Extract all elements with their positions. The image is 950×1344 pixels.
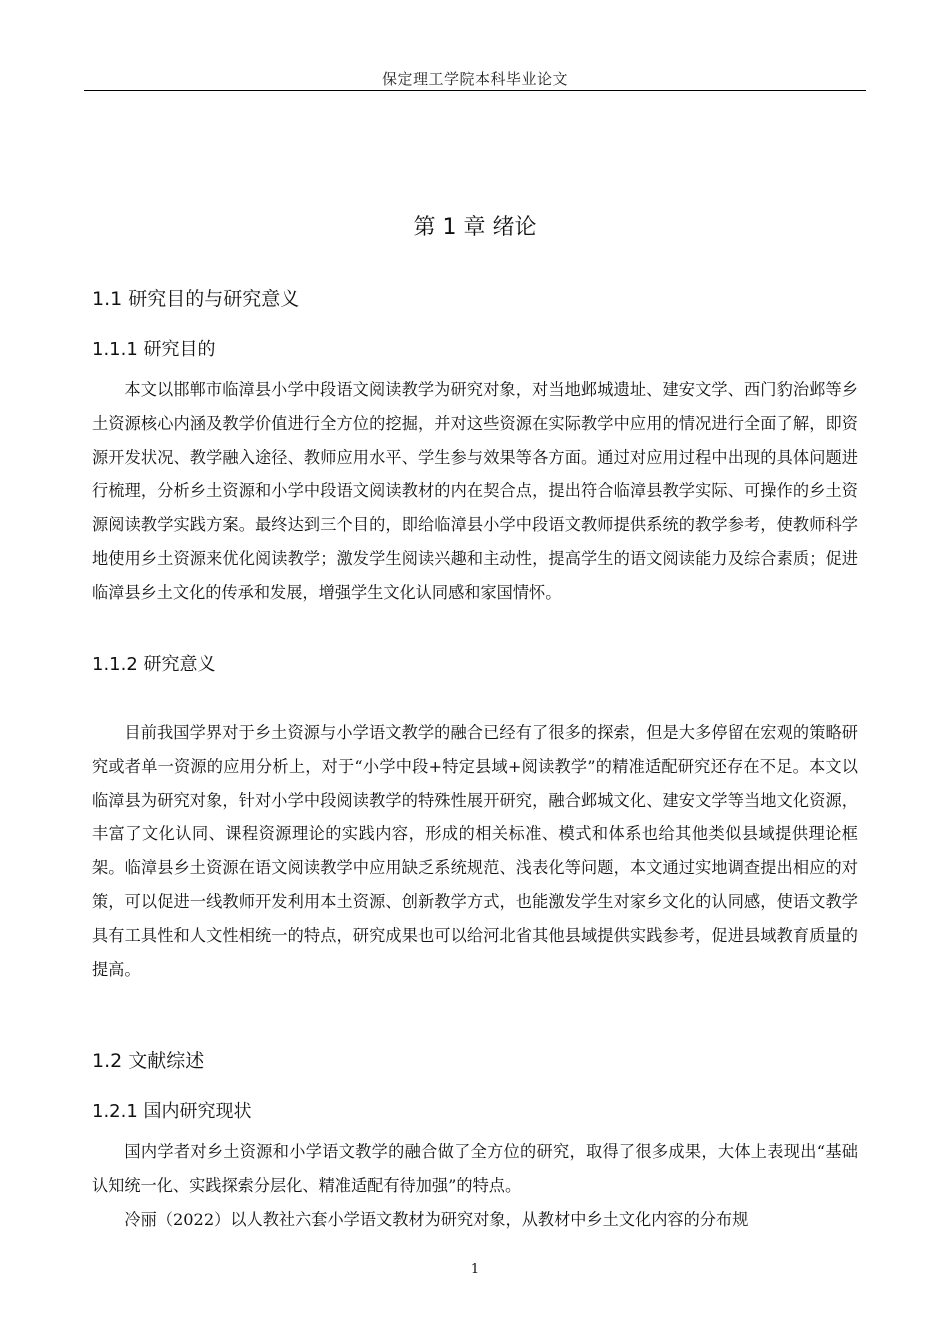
section-heading-1-1-2: 1.1.2 研究意义 [92, 654, 216, 675]
section-heading-1-2-1: 1.2.1 国内研究现状 [92, 1101, 252, 1122]
page-number: 1 [470, 1262, 480, 1277]
section-heading-1-2: 1.2 文献综述 [92, 1050, 205, 1072]
paragraph-domestic-status-2: 冷丽（2022）以人教社六套小学语文教材为研究对象，从教材中乡土文化内容的分布规 [124, 1210, 749, 1229]
chapter-title: 第 1 章 绪论 [413, 215, 537, 240]
section-heading-1-1-1: 1.1.1 研究目的 [92, 339, 216, 360]
paragraph-domestic-status-1: 国内学者对乡土资源和小学语文教学的融合做了全方位的研究，取得了很多成果，大体上表现出“基础认知统一化、实践探索分层化、精准适配有待加强”的特点。 [92, 1142, 858, 1195]
header-divider [84, 90, 866, 91]
paragraph-research-significance: 目前我国学界对于乡土资源与小学语文教学的融合已经有了很多的探索，但是大多停留在宏观的策略研究或者单一资源的应用分析上，对于“小学中段+特定县域+阅读教学”的精准适配研究还存在不足。本文以临漳县为研究对象，针对小学中段阅读教学的特殊性展开研究，融合邺城文化、建安文学等当地文化资源，丰富了文化认同、课程资源理论的实践内容，形成的相关标准、模式和体系也给其他类似县域提供理论框架。临漳县乡土资源在语文阅读教学中应用缺乏系统规范、浅表化等问题，本文通过实地调查提出相应的对策，可以促进一线教师开发利用本土资源、创新教学方式，也能激发学生对家乡文化的认同感，使语文教学具有工具性和人文性相统一的特点，研究成果也可以给河北省其他县域提供实践参考，促进县域教育质量的提高。 [92, 723, 858, 979]
section-heading-1-1: 1.1 研究目的与研究意义 [92, 288, 300, 310]
paragraph-research-purpose: 本文以邯郸市临漳县小学中段语文阅读教学为研究对象，对当地邺城遗址、建安文学、西门豹治邺等乡土资源核心内涵及教学价值进行全方位的挖掘，并对这些资源在实际教学中应用的情况进行全面了解，即资源开发状况、教学融入途径、教师应用水平、学生参与效果等各方面。通过对应用过程中出现的具体问题进行梳理，分析乡土资源和小学中段语文阅读教材的内在契合点，提出符合临漳县教学实际、可操作的乡土资源阅读教学实践方案。最终达到三个目的，即给临漳县小学中段语文教师提供系统的教学参考，使教师科学地使用乡土资源来优化阅读教学；激发学生阅读兴趣和主动性，提高学生的语文阅读能力及综合素质；促进临漳县乡土文化的传承和发展，增强学生文化认同感和家国情怀。 [92, 380, 858, 602]
running-header: 保定理工学院本科毕业论文 [381, 70, 568, 88]
